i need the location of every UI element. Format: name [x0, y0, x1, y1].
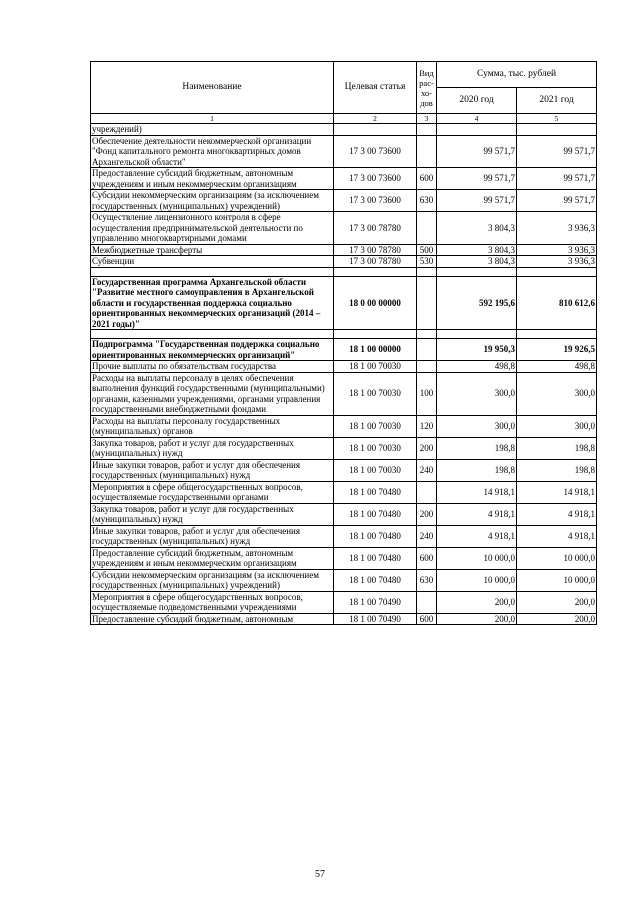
row-value-2020: 3 804,3 — [437, 256, 517, 268]
row-code — [334, 124, 417, 136]
index-row — [91, 114, 597, 124]
row-name: Осуществление лицензионного контроля в сфере осуществления предпринимательской деятельности по управлению многоквартирными домами — [91, 212, 334, 245]
row-value-2021: 10 000,0 — [517, 547, 597, 569]
program-row — [91, 276, 597, 330]
row-code: 17 3 00 78780 — [334, 256, 417, 268]
spacer-cell — [417, 267, 437, 276]
page-number: 57 — [315, 869, 325, 880]
row-value-2020: 198,8 — [437, 437, 517, 459]
spacer-cell — [417, 330, 437, 339]
table-body — [91, 62, 597, 625]
row-code: 18 1 00 00000 — [334, 339, 417, 361]
row-value-2021: 10 000,0 — [517, 569, 597, 591]
header-2020: 2020 год — [437, 88, 517, 114]
row-value-2020: 4 918,1 — [437, 503, 517, 525]
row-value-2021: 99 571,7 — [517, 135, 597, 168]
table-row — [91, 372, 597, 415]
row-code: 18 1 00 70030 — [334, 459, 417, 481]
row-kind — [417, 124, 437, 136]
row-code: 17 3 00 73600 — [334, 190, 417, 212]
table-row — [91, 244, 597, 256]
row-name: Иные закупки товаров, работ и услуг для обеспечения государственных (муниципальных) нужд — [91, 459, 334, 481]
row-value-2020: 498,8 — [437, 361, 517, 373]
row-kind: 240 — [417, 525, 437, 547]
row-code: 18 1 00 70480 — [334, 481, 417, 503]
row-name: Межбюджетные трансферты — [91, 244, 334, 256]
header-code: Целевая статья — [334, 62, 417, 114]
row-kind: 200 — [417, 437, 437, 459]
row-name: Подпрограмма "Государственная поддержка социально ориентированных некоммерческих организаций" — [91, 339, 334, 361]
row-name: Государственная программа Архангельской области "Развитие местного самоуправления в Архангельской области и государственная поддержка социально ориентированных некоммерческих организаций (2014 – 2021 годы)" — [91, 276, 334, 330]
row-code: 17 3 00 73600 — [334, 135, 417, 168]
row-code: 17 3 00 73600 — [334, 168, 417, 190]
row-kind — [417, 481, 437, 503]
row-code: 18 1 00 70030 — [334, 437, 417, 459]
row-value-2020 — [437, 124, 517, 136]
row-name: Предоставление субсидий бюджетным, автономным — [91, 613, 334, 625]
row-value-2021 — [517, 124, 597, 136]
row-value-2020: 200,0 — [437, 613, 517, 625]
row-value-2021: 14 918,1 — [517, 481, 597, 503]
table-row — [91, 361, 597, 373]
row-name: Расходы на выплаты персоналу в целях обеспечения выполнения функций государственными (муниципальными) органами, казенными учреждениями, органами управления государственными внебюджетными фондами — [91, 372, 334, 415]
row-kind — [417, 361, 437, 373]
index-cell: 2 — [334, 114, 417, 124]
header-sum: Сумма, тыс. рублей — [437, 62, 597, 88]
row-kind: 120 — [417, 415, 437, 437]
row-value-2021: 3 936,3 — [517, 244, 597, 256]
table-row — [91, 613, 597, 625]
row-code: 18 1 00 70030 — [334, 361, 417, 373]
row-value-2020: 592 195,6 — [437, 276, 517, 330]
spacer-cell — [437, 330, 517, 339]
index-cell: 1 — [91, 114, 334, 124]
row-value-2020: 300,0 — [437, 415, 517, 437]
row-code: 17 3 00 78780 — [334, 212, 417, 245]
row-value-2020: 99 571,7 — [437, 168, 517, 190]
row-value-2021: 198,8 — [517, 459, 597, 481]
row-kind: 600 — [417, 168, 437, 190]
row-value-2021: 200,0 — [517, 591, 597, 613]
header-2021: 2021 год — [517, 88, 597, 114]
row-value-2020: 198,8 — [437, 459, 517, 481]
row-name: Обеспечение деятельности некоммерческой организации "Фонд капитального ремонта многоквартирных домов Архангельской области" — [91, 135, 334, 168]
row-value-2021: 300,0 — [517, 372, 597, 415]
row-value-2021: 300,0 — [517, 415, 597, 437]
spacer-cell — [334, 267, 417, 276]
row-value-2021: 99 571,7 — [517, 168, 597, 190]
row-value-2020: 10 000,0 — [437, 569, 517, 591]
row-name: Мероприятия в сфере общегосударственных вопросов, осуществляемые подведомственными учреждениями — [91, 591, 334, 613]
row-value-2021: 4 918,1 — [517, 525, 597, 547]
row-value-2021: 99 571,7 — [517, 190, 597, 212]
row-name: учреждений) — [91, 124, 334, 136]
row-code: 17 3 00 78780 — [334, 244, 417, 256]
spacer-cell — [437, 267, 517, 276]
row-name: Субвенции — [91, 256, 334, 268]
table-row — [91, 459, 597, 481]
row-value-2020: 4 918,1 — [437, 525, 517, 547]
row-name: Предоставление субсидий бюджетным, автономным учреждениям и иным некоммерческим организациям — [91, 547, 334, 569]
spacer-cell — [91, 330, 334, 339]
row-code: 18 1 00 70030 — [334, 372, 417, 415]
row-kind: 630 — [417, 569, 437, 591]
row-kind: 600 — [417, 547, 437, 569]
table-row — [91, 168, 597, 190]
row-code: 18 1 00 70490 — [334, 591, 417, 613]
row-kind: 240 — [417, 459, 437, 481]
row-name: Закупка товаров, работ и услуг для государственных (муниципальных) нужд — [91, 437, 334, 459]
row-value-2020: 14 918,1 — [437, 481, 517, 503]
row-name: Мероприятия в сфере общегосударственных вопросов, осуществляемые государственными органами — [91, 481, 334, 503]
row-value-2021: 4 918,1 — [517, 503, 597, 525]
row-name: Субсидии некоммерческим организациям (за исключением государственных (муниципальных) учреждений) — [91, 190, 334, 212]
row-value-2020: 99 571,7 — [437, 135, 517, 168]
table-row — [91, 124, 597, 136]
table-row — [91, 212, 597, 245]
row-value-2021: 3 936,3 — [517, 256, 597, 268]
row-kind: 530 — [417, 256, 437, 268]
table-row — [91, 503, 597, 525]
row-code: 18 1 00 70480 — [334, 525, 417, 547]
row-value-2020: 19 950,3 — [437, 339, 517, 361]
row-kind: 200 — [417, 503, 437, 525]
row-value-2021: 19 926,5 — [517, 339, 597, 361]
row-name: Прочие выплаты по обязательствам государства — [91, 361, 334, 373]
table-row — [91, 569, 597, 591]
row-value-2020: 300,0 — [437, 372, 517, 415]
row-name: Субсидии некоммерческим организациям (за исключением государственных (муниципальных) учреждений) — [91, 569, 334, 591]
row-kind — [417, 135, 437, 168]
spacer-cell — [517, 330, 597, 339]
table-row — [91, 415, 597, 437]
index-cell: 4 — [437, 114, 517, 124]
spacer-row — [91, 267, 597, 276]
header-name: Наименование — [91, 62, 334, 114]
row-value-2021: 3 936,3 — [517, 212, 597, 245]
spacer-cell — [334, 330, 417, 339]
row-name: Закупка товаров, работ и услуг для государственных (муниципальных) нужд — [91, 503, 334, 525]
table-row — [91, 547, 597, 569]
row-kind: 600 — [417, 613, 437, 625]
row-code: 18 1 00 70480 — [334, 569, 417, 591]
table-row — [91, 437, 597, 459]
index-cell: 5 — [517, 114, 597, 124]
row-name: Иные закупки товаров, работ и услуг для обеспечения государственных (муниципальных) нужд — [91, 525, 334, 547]
row-kind: 100 — [417, 372, 437, 415]
row-value-2021: 198,8 — [517, 437, 597, 459]
row-code: 18 1 00 70030 — [334, 415, 417, 437]
table-row — [91, 591, 597, 613]
spacer-row — [91, 330, 597, 339]
row-value-2020: 3 804,3 — [437, 212, 517, 245]
spacer-cell — [91, 267, 334, 276]
row-value-2020: 10 000,0 — [437, 547, 517, 569]
row-value-2021: 200,0 — [517, 613, 597, 625]
row-value-2021: 498,8 — [517, 361, 597, 373]
row-kind — [417, 212, 437, 245]
row-value-2020: 200,0 — [437, 591, 517, 613]
row-code: 18 1 00 70490 — [334, 613, 417, 625]
program-row — [91, 339, 597, 361]
budget-table — [90, 61, 597, 625]
table-row — [91, 256, 597, 268]
row-code: 18 1 00 70480 — [334, 547, 417, 569]
table-row — [91, 525, 597, 547]
row-value-2020: 3 804,3 — [437, 244, 517, 256]
row-kind — [417, 591, 437, 613]
row-value-2021: 810 612,6 — [517, 276, 597, 330]
row-kind: 630 — [417, 190, 437, 212]
spacer-cell — [517, 267, 597, 276]
table-row — [91, 481, 597, 503]
row-code: 18 1 00 70480 — [334, 503, 417, 525]
table-row — [91, 135, 597, 168]
index-cell: 3 — [417, 114, 437, 124]
row-value-2020: 99 571,7 — [437, 190, 517, 212]
row-kind: 500 — [417, 244, 437, 256]
row-name: Предоставление субсидий бюджетным, автономным учреждениям и иным некоммерческим организациям — [91, 168, 334, 190]
row-code: 18 0 00 00000 — [334, 276, 417, 330]
row-name: Расходы на выплаты персоналу государственных (муниципальных) органов — [91, 415, 334, 437]
row-kind — [417, 276, 437, 330]
header-kind: Вид рас-хо-дов — [417, 62, 437, 114]
row-kind — [417, 339, 437, 361]
table-row — [91, 190, 597, 212]
header-row — [91, 62, 597, 88]
